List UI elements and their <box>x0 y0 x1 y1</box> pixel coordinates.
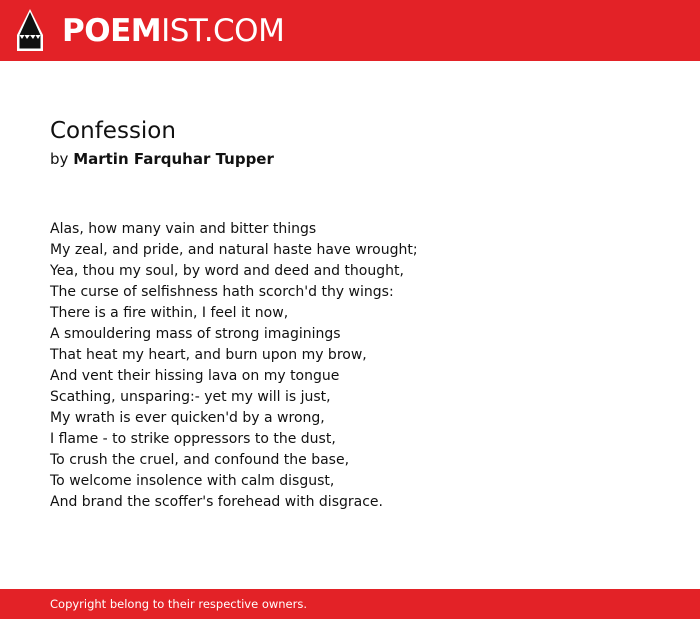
author-name: Martin Farquhar Tupper <box>73 150 274 168</box>
poem-line: To welcome insolence with calm disgust, <box>50 473 335 489</box>
site-header <box>0 0 700 61</box>
poem-line: My zeal, and pride, and natural haste have wrought; <box>50 242 418 258</box>
poem-line: Yea, thou my soul, by word and deed and thought, <box>50 263 404 279</box>
pencil-tip-icon <box>17 9 43 51</box>
poem-line: To crush the cruel, and confound the base, <box>50 452 350 468</box>
poem-line: A smouldering mass of strong imaginings <box>50 326 341 342</box>
site-name-bold: POEM <box>62 13 162 49</box>
copyright-text: Copyright belong to their respective owners. <box>50 597 308 611</box>
poem-line: There is a fire within, I feel it now, <box>50 305 289 321</box>
site-footer <box>0 589 700 619</box>
site-logo[interactable] <box>62 11 284 51</box>
poem-line: And brand the scoffer's forehead with disgrace. <box>50 494 383 510</box>
poem-line: I flame - to strike oppressors to the dust, <box>50 431 336 447</box>
poem-body <box>50 219 418 513</box>
poem-line: Scathing, unsparing:- yet my will is just, <box>50 389 331 405</box>
site-name-light: IST.COM <box>161 13 285 49</box>
byline <box>50 148 274 170</box>
poem-title: Confession <box>50 118 176 144</box>
poem-line: And vent their hissing lava on my tongue <box>50 368 340 384</box>
poem-line: Alas, how many vain and bitter things <box>50 221 317 237</box>
poem-line: My wrath is ever quicken'd by a wrong, <box>50 410 325 426</box>
by-label: by <box>50 150 69 168</box>
poem-line: That heat my heart, and burn upon my brow, <box>50 347 367 363</box>
poem-line: The curse of selfishness hath scorch'd thy wings: <box>50 284 394 300</box>
